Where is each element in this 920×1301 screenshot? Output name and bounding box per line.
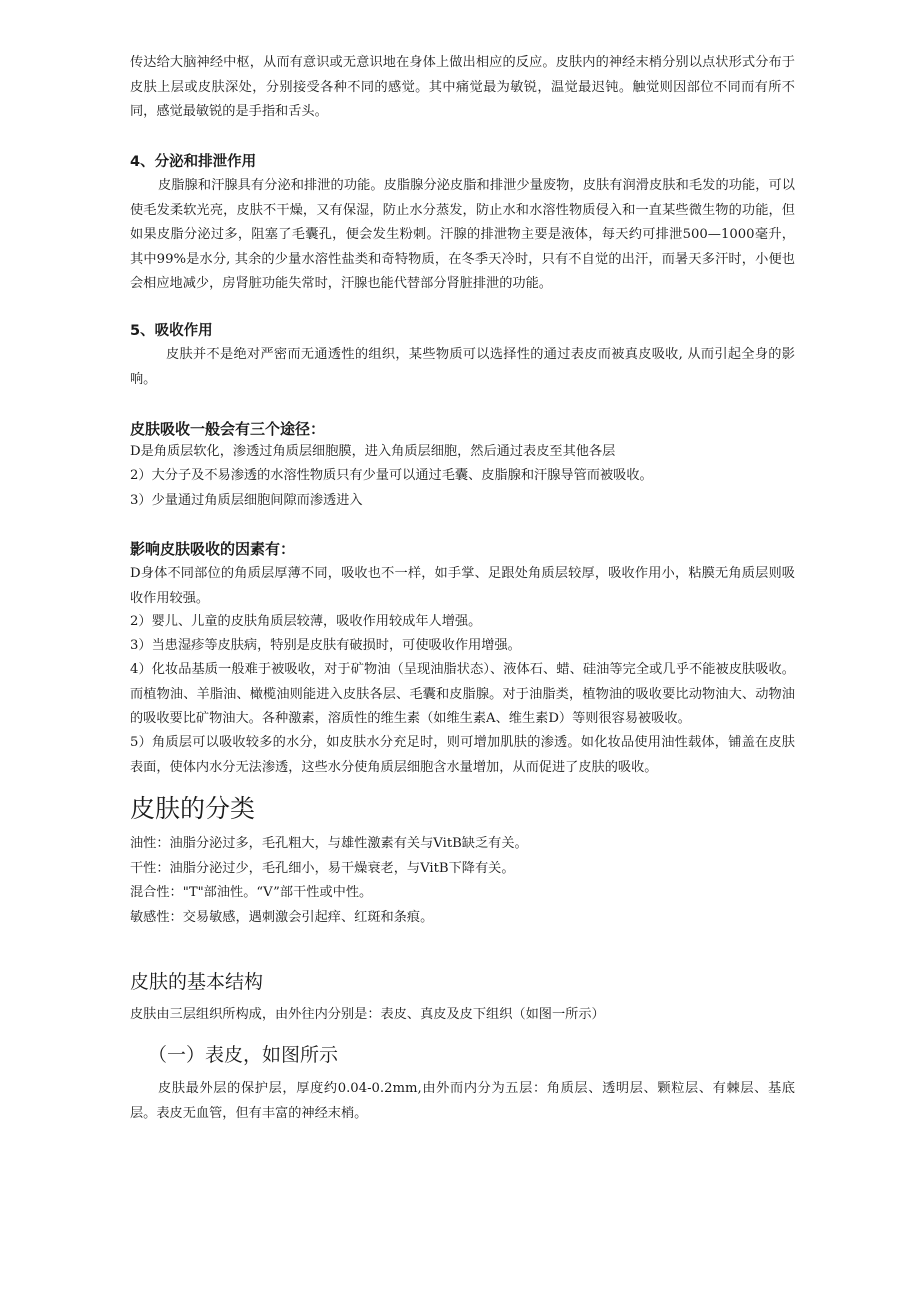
factor-item-1: D身体不同部位的角质层厚薄不同，吸收也不一样，如手掌、足跟处角质层较厚，吸收作用小，粘膜无角质层则吸收作用较强。 bbox=[130, 566, 795, 606]
factor-item-2: 2）婴儿、儿童的皮肤角质层较薄，吸收作用较成年人增强。 bbox=[130, 614, 482, 629]
pathway-item-3: 3）少量通过角质层细胞间隙而渗透进入 bbox=[130, 493, 363, 508]
factors-heading: 影响皮肤吸收的因素有： bbox=[130, 540, 296, 558]
epidermis-paragraph: 皮肤最外层的保护层，厚度约0.04-0.2mm,由外而内分为五层：角质层、透明层、颗粒层、有棘层、基底层。表皮无血管，但有丰富的神经末梢。 bbox=[130, 1081, 795, 1121]
intro-paragraph: 传达给大脑神经中枢，从而有意识或无意识地在身体上做出相应的反应。皮肤内的神经末梢分别以点状形式分布于皮肤上层或皮肤深处，分别接受各种不同的感觉。其中痛觉最为敏锐，温觉最迟钝。触觉则因部位不同而有所不同，感觉最敏锐的是手指和舌头。 bbox=[130, 55, 795, 119]
factor-item-3: 3）当患湿疹等皮肤病，特别是皮肤有破损时，可使吸收作用增强。 bbox=[130, 638, 521, 653]
classification-dry: 干性：油脂分泌过少，毛孔细小，易干燥衰老，与VitB下降有关。 bbox=[130, 861, 515, 876]
pathways-heading: 皮肤吸收一般会有三个途径： bbox=[130, 420, 326, 438]
pathway-item-1: D是角质层软化，渗透过角质层细胞膜，进入角质层细胞，然后通过表皮至其他各层 bbox=[130, 444, 616, 459]
classification-heading: 皮肤的分类 bbox=[130, 794, 256, 823]
section-4-paragraph: 皮脂腺和汗腺具有分泌和排泄的功能。皮脂腺分泌皮脂和排泄少量废物，皮肤有润滑皮肤和毛发的功能，可以使毛发柔软光亮，皮肤不干燥，又有保湿，防止水分蒸发，防止水和水溶性物质侵入和一直某些微生物的功能，但如果皮脂分泌过多，阻塞了毛囊孔，便会发生粉刺。汗腺的排泄物主要是液体，每天约可排泄500—1000毫升，其中99%是水分, 其余的少量水溶性盐类和奇特物质，在冬季天冷时，只有不自觉的出汗，而暑天多汗时，小便也会相应地减少，房肾脏功能失常时，汗腺也能代替部分肾脏排泄的功能。 bbox=[130, 178, 795, 291]
factor-item-5: 5）角质层可以吸收较多的水分，如皮肤水分充足时，则可增加肌肤的渗透。如化妆品使用油性载体，铺盖在皮肤表面，使体内水分无法渗透，这些水分使角质层细胞含水量增加，从而促进了皮肤的吸收。 bbox=[130, 735, 795, 775]
classification-oily: 油性：油脂分泌过多，毛孔粗大，与雄性激素有关与VitB缺乏有关。 bbox=[130, 836, 528, 851]
pathway-item-2: 2）大分子及不易渗透的水溶性物质只有少量可以通过毛囊、皮脂腺和汗腺导管而被吸收。 bbox=[130, 468, 653, 483]
classification-combination: 混合性："T"部油性。“V”部干性或中性。 bbox=[130, 885, 373, 900]
section-5-heading: 5、吸收作用 bbox=[130, 323, 213, 339]
section-4-heading: 4、分泌和排泄作用 bbox=[130, 154, 257, 170]
classification-sensitive: 敏感性：交易敏感，遇刺激会引起痒、红斑和条痕。 bbox=[130, 910, 434, 925]
epidermis-heading: （一）表皮，如图所示 bbox=[148, 1044, 339, 1066]
factor-item-4: 4）化妆品基质一般难于被吸收，对于矿物油（呈现油脂状态）、液体石、蜡、硅油等完全或几乎不能被皮肤吸收。而植物油、羊脂油、橄榄油则能进入皮肤各层、毛囊和皮脂腺。对于油脂类，植物油的吸收要比动物油大、动物油的吸收要比矿物油大。各种激素，溶质性的维生素（如维生素A、维生素D）等则很容易被吸收。 bbox=[130, 662, 795, 726]
structure-paragraph: 皮肤由三层组织所构成，由外往内分别是：表皮、真皮及皮下组织（如图一所示） bbox=[130, 1007, 605, 1022]
structure-heading: 皮肤的基本结构 bbox=[130, 971, 264, 993]
section-5-paragraph: 皮肤并不是绝对严密而无通透性的组织，某些物质可以选择性的通过表皮而被真皮吸收, 从而引起全身的影响。 bbox=[130, 347, 795, 387]
